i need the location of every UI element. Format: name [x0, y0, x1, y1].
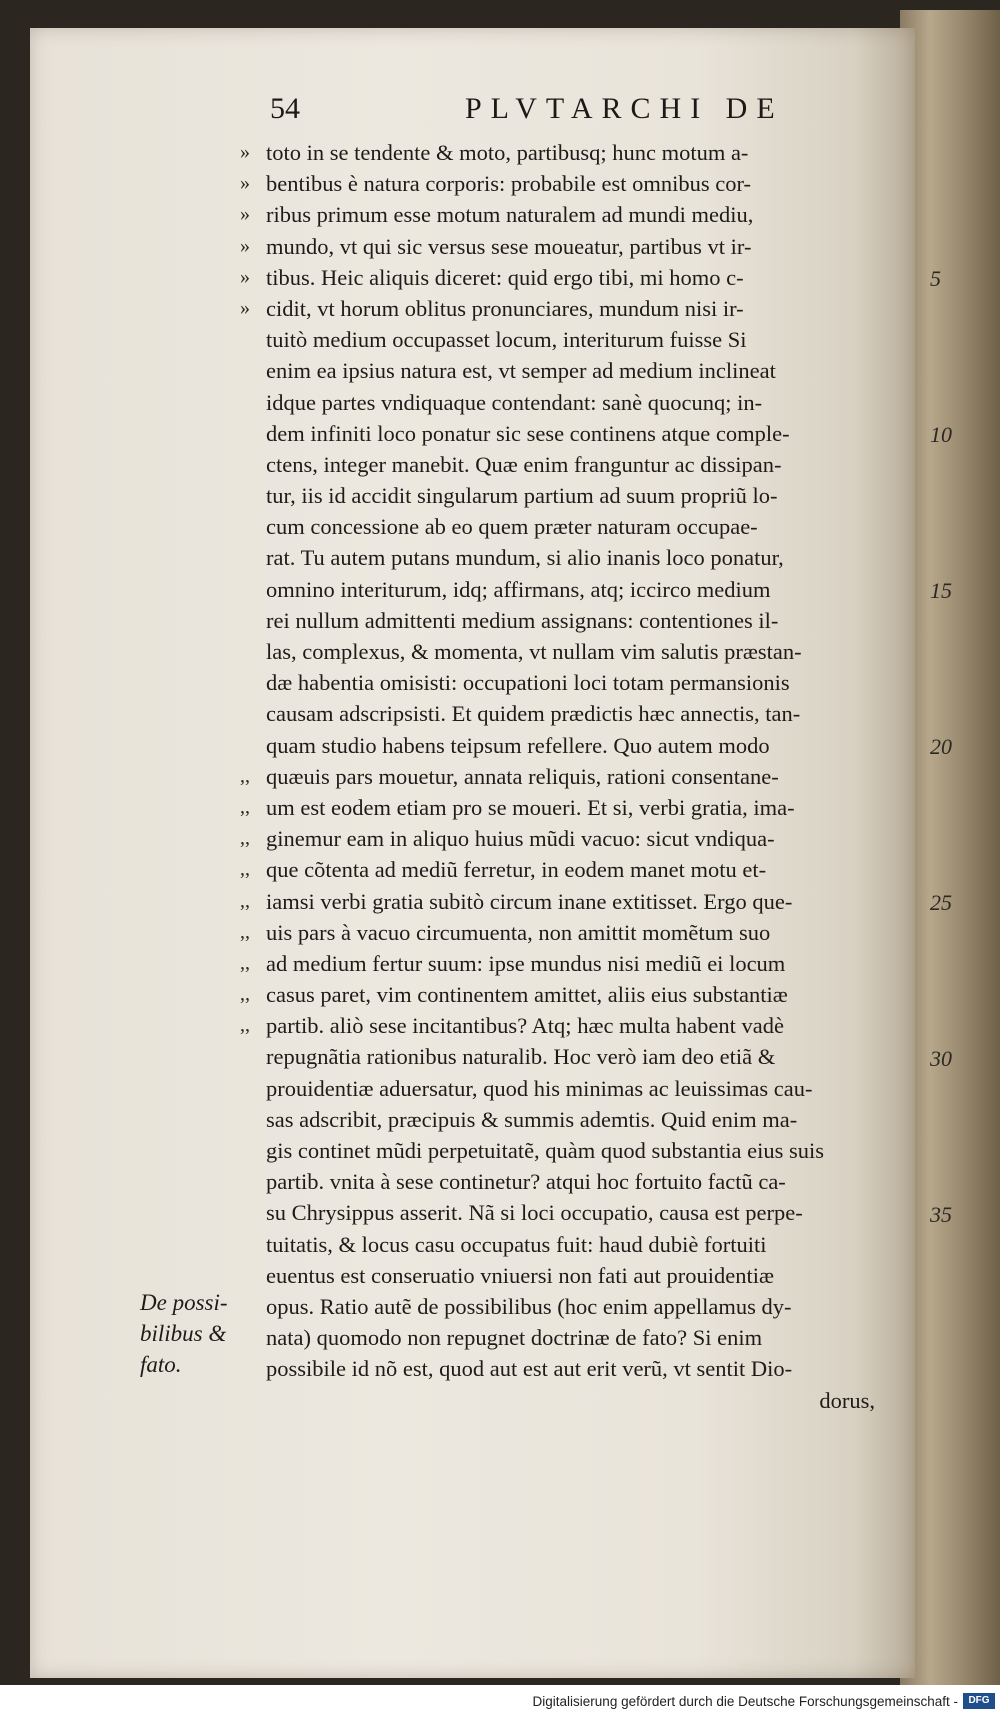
line-text: quæuis pars mouetur, annata reliquis, rationi consentane-: [266, 763, 779, 789]
line-text: toto in se tendente & moto, partibusq; hunc motum a-: [266, 140, 749, 165]
line-text: las, complexus, & momenta, vt nullam vim salutis præstan-: [266, 639, 802, 664]
page-header: [270, 92, 790, 132]
line-text: um est eodem etiam pro se moueri. Et si, verbi gratia, ima-: [266, 794, 795, 820]
quote-mark: ,,: [240, 983, 250, 1006]
quote-mark: ,,: [240, 827, 250, 850]
text-line: [240, 293, 930, 324]
text-line: [240, 231, 930, 262]
line-number: 5: [930, 265, 941, 291]
text-line: [240, 948, 930, 979]
quote-mark: ,,: [240, 889, 250, 912]
body-text: [240, 137, 930, 1416]
line-number: 15: [930, 577, 952, 603]
line-text: gis continet mũdi perpetuitatẽ, quàm quod substantia eius suis: [266, 1138, 825, 1163]
margin-note-line: fato.: [140, 1352, 182, 1377]
line-text: omnino interiturum, idq; affirmans, atq; iccirco medium: [266, 576, 771, 602]
page-number: 54: [270, 92, 300, 125]
line-text: dem infiniti loco ponatur sic sese continens atque comple-: [266, 420, 790, 446]
line-text: causam adscripsisti. Et quidem prædictis hæc annectis, tan-: [266, 701, 801, 727]
text-line: [240, 574, 930, 605]
line-text: opus. Ratio autẽ de possibilibus (hoc enim appellamus dy-: [266, 1293, 792, 1319]
text-line: [240, 324, 930, 355]
text-line: [240, 979, 930, 1010]
line-text: cum concessione ab eo quem præter naturam occupae-: [266, 514, 758, 540]
text-line: [240, 355, 930, 386]
text-line: [240, 667, 930, 698]
line-text: ribus primum esse motum naturalem ad mundi mediu,: [266, 202, 754, 228]
line-text: idque partes vndiquaque contendant: sanè quocunq; in-: [266, 389, 763, 415]
line-text: cidit, vt horum oblitus pronunciares, mundum nisi ir-: [266, 295, 744, 321]
quote-mark: »: [240, 203, 250, 226]
line-text: partib. vnita à sese continetur? atqui hoc fortuito factũ ca-: [266, 1169, 786, 1195]
text-line: [240, 1353, 930, 1384]
line-text: ginemur eam in aliquo huius mũdi vacuo: sicut vndiqua-: [266, 826, 775, 852]
text-line: [240, 698, 930, 729]
text-line: [240, 917, 930, 948]
line-text: ad medium fertur suum: ipse mundus nisi mediũ ei locum: [266, 950, 786, 976]
line-text: nata) quomodo non repugnet doctrinæ de fato? Si enim: [266, 1325, 763, 1351]
text-line: [240, 1073, 930, 1104]
line-text: rat. Tu autem putans mundum, si alio inanis loco ponatur,: [266, 545, 784, 571]
quote-mark: »: [240, 141, 250, 163]
line-text: casus paret, vim continentem amittet, aliis eius substantiæ: [266, 982, 788, 1008]
quote-mark: ,,: [240, 1014, 250, 1037]
margin-note-line: De possi-: [140, 1290, 228, 1315]
line-text: dæ habentia omisisti: occupationi loci totam permansionis: [266, 670, 790, 696]
line-text: tuitatis, & locus casu occupatus fuit: haud dubiè fortuiti: [266, 1231, 767, 1257]
text-line: [240, 1229, 930, 1260]
quote-mark: »: [240, 172, 250, 195]
line-number: 20: [930, 733, 952, 759]
text-line: [240, 418, 930, 449]
text-line: [240, 605, 930, 636]
line-text: iamsi verbi gratia subitò circum inane extitisset. Ergo que-: [266, 888, 793, 914]
text-line: [240, 262, 930, 293]
line-text: mundo, vt qui sic versus sese moueatur, partibus vt ir-: [266, 233, 752, 259]
line-text: tur, iis id accidit singularum partium ad suum propriũ lo-: [266, 483, 778, 509]
quote-mark: ,,: [240, 795, 250, 818]
line-text: rei nullum admittenti medium assignans: contentiones il-: [266, 607, 779, 633]
quote-mark: ,,: [240, 951, 250, 974]
text-line: [240, 636, 930, 667]
text-line: [240, 1260, 930, 1291]
line-text: uis pars à vacuo circumuenta, non amittit momẽtum suo: [266, 919, 771, 945]
text-line: [240, 854, 930, 885]
margin-note-line: bilibus &: [140, 1321, 227, 1346]
text-line: [240, 1010, 930, 1041]
dfg-logo: DFG: [963, 1693, 995, 1709]
line-text: que cõtenta ad mediũ ferretur, in eodem manet motu et-: [266, 857, 767, 883]
margin-note: [140, 1287, 250, 1380]
line-text: ctens, integer manebit. Quæ enim franguntur ac dissipan-: [266, 451, 782, 477]
line-text: quam studio habens teipsum refellere. Quo autem modo: [266, 732, 770, 758]
line-text: su Chrysippus asserit. Nã si loci occupatio, causa est perpe-: [266, 1200, 803, 1226]
line-number: 25: [930, 889, 952, 915]
quote-mark: »: [240, 265, 250, 288]
quote-mark: ,,: [240, 764, 250, 787]
text-line: [240, 449, 930, 480]
text-line: [240, 1197, 930, 1228]
line-number: 30: [930, 1045, 952, 1071]
line-text: tibus. Heic aliquis diceret: quid ergo tibi, mi homo c-: [266, 264, 744, 290]
line-text: euentus est conseruatio vniuersi non fati aut prouidentiæ: [266, 1262, 775, 1288]
line-text: tuitò medium occupasset locum, interiturum fuisse Si: [266, 327, 747, 353]
text-line: [240, 1385, 930, 1416]
line-number: 10: [930, 421, 952, 447]
text-line: [240, 168, 930, 199]
text-line: [240, 1135, 930, 1166]
text-line: [240, 886, 930, 917]
line-text: prouidentiæ aduersatur, quod his minimas ac leuissimas cau-: [266, 1075, 813, 1101]
text-line: [240, 1041, 930, 1072]
text-line: [240, 199, 930, 230]
quote-mark: »: [240, 234, 250, 257]
line-text: possibile id nõ est, quod aut est aut erit verũ, vt sentit Dio-: [266, 1356, 793, 1382]
text-line: [240, 480, 930, 511]
line-text: dorus,: [819, 1387, 875, 1413]
text-line: [240, 542, 930, 573]
text-line: [240, 761, 930, 792]
text-line: [240, 511, 930, 542]
line-text: sas adscribit, præcipuis & summis ademtis. Quid enim ma-: [266, 1106, 798, 1132]
line-text: enim ea ipsius natura est, vt semper ad medium inclineat: [266, 358, 776, 384]
text-line: [240, 792, 930, 823]
line-number: 35: [930, 1201, 952, 1227]
text-line: [240, 1166, 930, 1197]
line-text: repugnãtia rationibus naturalib. Hoc verò iam deo etiã &: [266, 1044, 776, 1070]
text-line: [240, 730, 930, 761]
text-line: [240, 1322, 930, 1353]
running-title: PLVTARCHI DE: [465, 92, 784, 125]
text-line: [240, 387, 930, 418]
text-line: [240, 137, 930, 168]
text-line: [240, 1104, 930, 1135]
quote-mark: ,,: [240, 920, 250, 943]
footer: [0, 1688, 1000, 1723]
quote-mark: ,,: [240, 858, 250, 881]
quote-mark: »: [240, 296, 250, 319]
text-line: [240, 823, 930, 854]
text-line: [240, 1291, 930, 1322]
line-text: partib. aliò sese incitantibus? Atq; hæc multa habent vadè: [266, 1013, 784, 1039]
line-text: bentibus è natura corporis: probabile est omnibus cor-: [266, 171, 752, 197]
footer-credit: Digitalisierung gefördert durch die Deutsche Forschungsgemeinschaft -: [532, 1694, 958, 1709]
